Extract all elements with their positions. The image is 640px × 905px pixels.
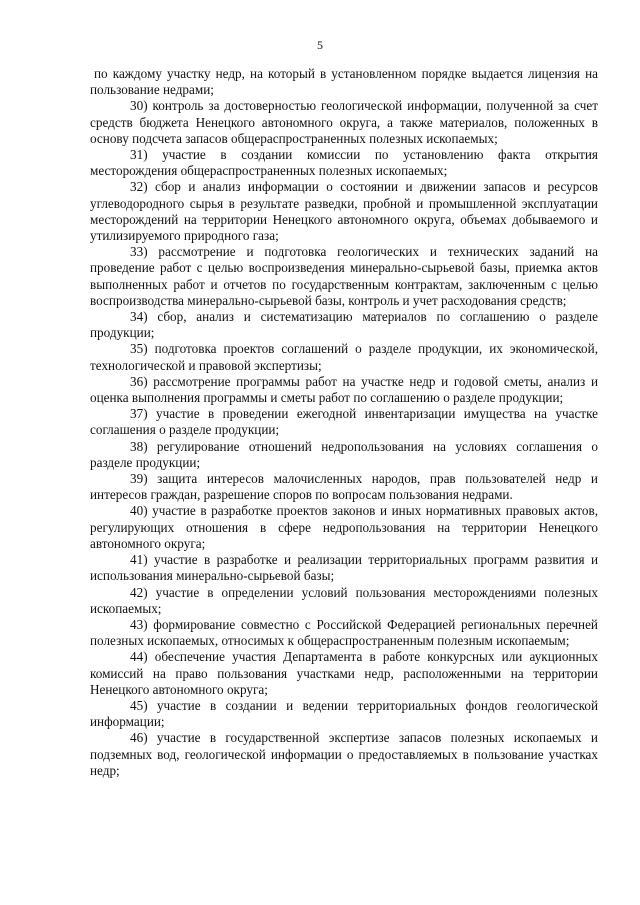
paragraph-item-35: 35) подготовка проектов соглашений о разделе продукции, их экономической, технологической и правовой экспертизы; bbox=[90, 341, 598, 373]
paragraph-item-45: 45) участие в создании и ведении территориальных фондов геологической информации; bbox=[90, 697, 598, 730]
paragraph-continuation: по каждому участку недр, на который в установленном порядке выдается лицензия на пользование недрами; bbox=[90, 66, 598, 98]
paragraph-item-43: 43) формирование совместно с Российской Федерацией региональных перечней полезных ископаемых, относимых к общераспространенным полезным ископаемым; bbox=[90, 616, 598, 649]
paragraph-item-36: 36) рассмотрение программы работ на участке недр и годовой сметы, анализ и оценка выполнения программы и сметы работ по соглашению о разделе продукции; bbox=[90, 373, 598, 406]
paragraph-item-39: 39) защита интересов малочисленных народов, прав пользователей недр и интересов граждан, разрешение споров по вопросам пользования недрами. bbox=[90, 471, 598, 503]
paragraph-item-32: 32) сбор и анализ информации о состоянии и движении запасов и ресурсов углеводородного сырья в результате разведки, пробной и промышленной эксплуатации месторождений на территории Ненецкого автономного округа, объемах добываемого и утилизируемого природного газа; bbox=[90, 179, 598, 244]
paragraph-item-40: 40) участие в разработке проектов законов и иных нормативных правовых актов, регулирующих отношения в сфере недропользования на территории Ненецкого автономного округа; bbox=[90, 503, 598, 551]
paragraph-item-30: 30) контроль за достоверностью геологической информации, полученной за счет средств бюджета Ненецкого автономного округа, а также материалов, положенных в основу подсчета запасов общераспространенных полезных ископаемых; bbox=[90, 98, 598, 146]
paragraph-item-37: 37) участие в проведении ежегодной инвентаризации имущества на участке соглашения о разделе продукции; bbox=[90, 406, 598, 438]
document-body bbox=[90, 66, 598, 779]
paragraph-item-33: 33) рассмотрение и подготовка геологических и технических заданий на проведение работ с целью воспроизведения минерально-сырьевой базы, приемка актов выполненных работ и отчетов по государственным контрактам, заключенным с целью воспроизводства минерально-сырьевой базы, контроль и учет расходования средств; bbox=[90, 244, 598, 308]
paragraph-item-31: 31) участие в создании комиссии по установлению факта открытия месторождения общераспространенных полезных ископаемых; bbox=[90, 147, 598, 179]
paragraph-item-38: 38) регулирование отношений недропользования на условиях соглашения о разделе продукции; bbox=[90, 438, 598, 470]
paragraph-item-34: 34) сбор, анализ и систематизацию материалов по соглашению о разделе продукции; bbox=[90, 309, 598, 341]
paragraph-item-42: 42) участие в определении условий пользования месторождениями полезных ископаемых; bbox=[90, 584, 598, 616]
paragraph-item-44: 44) обеспечение участия Департамента в работе конкурсных или аукционных комиссий на право пользования участками недр, расположенными на территории Ненецкого автономного округа; bbox=[90, 649, 598, 697]
paragraph-item-46: 46) участие в государственной экспертизе запасов полезных ископаемых и подземных вод, геологической информации о предоставляемых в пользование участках недр; bbox=[90, 730, 598, 778]
page-number: 5 bbox=[317, 38, 323, 52]
paragraph-item-41: 41) участие в разработке и реализации территориальных программ развития и использования минерально-сырьевой базы; bbox=[90, 552, 598, 584]
